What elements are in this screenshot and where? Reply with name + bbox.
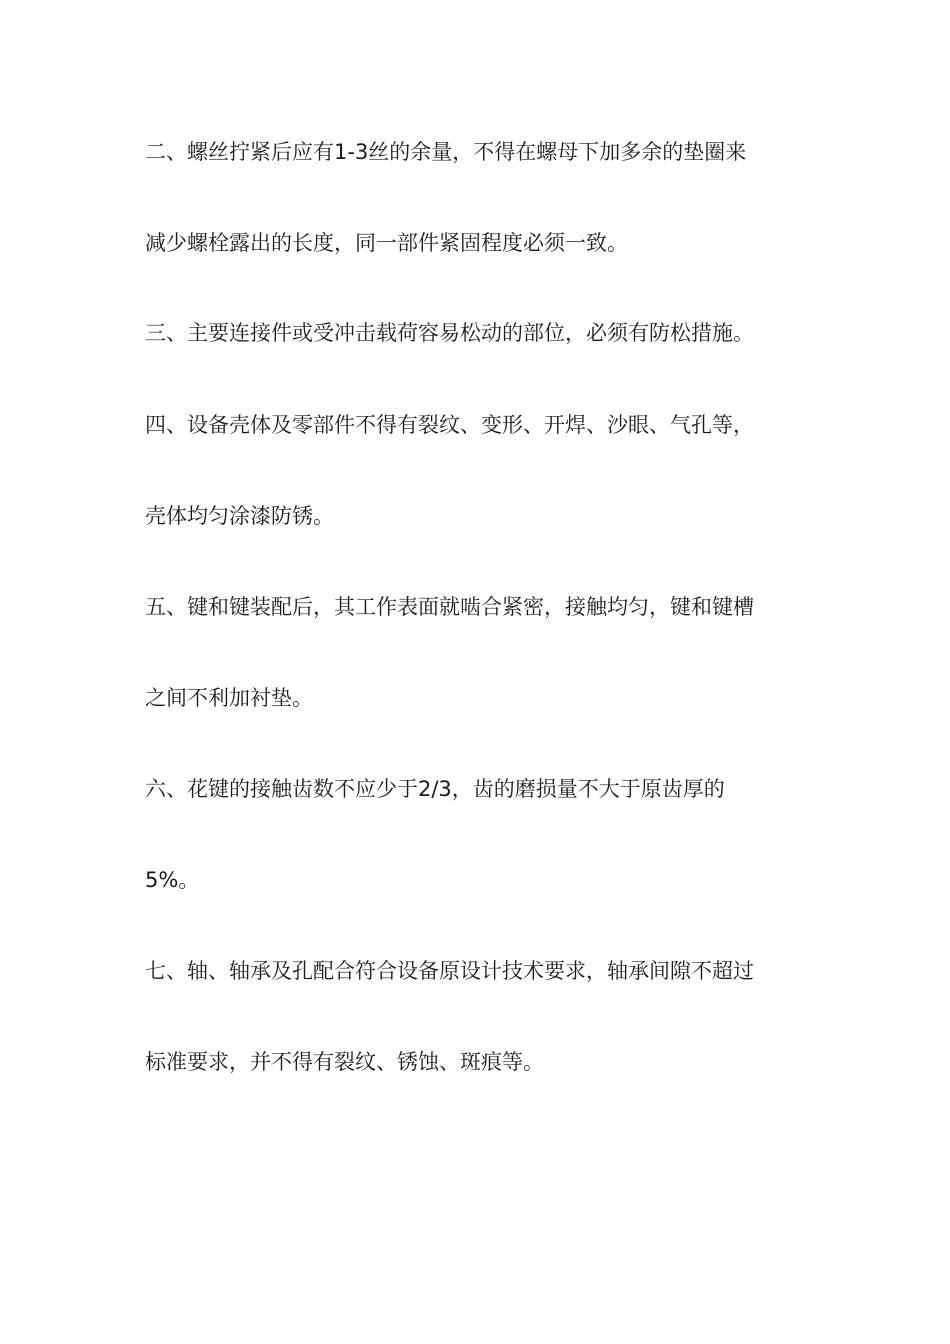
paragraph-7-line-1: 七、轴、轴承及孔配合符合设备原设计技术要求，轴承间隙不超过 [145, 959, 754, 983]
paragraph-3-line-1: 三、主要连接件或受冲击载荷容易松动的部位，必须有防松措施。 [145, 321, 754, 345]
paragraph-7-line-2: 标准要求，并不得有裂纹、锈蚀、斑痕等。 [145, 1050, 544, 1074]
paragraph-6-line-1: 六、花键的接触齿数不应少于2/3，齿的磨损量不大于原齿厚的 [145, 777, 725, 801]
paragraph-4-line-2: 壳体均匀涂漆防锈。 [145, 504, 334, 528]
paragraph-6-line-2: 5%。 [145, 868, 200, 892]
paragraph-2-line-2: 减少螺栓露出的长度，同一部件紧固程度必须一致。 [145, 231, 628, 255]
paragraph-4-line-1: 四、设备壳体及零部件不得有裂纹、变形、开焊、沙眼、气孔等， [145, 413, 754, 437]
paragraph-2-line-1: 二、螺丝拧紧后应有1-3丝的余量，不得在螺母下加多余的垫圈来 [145, 140, 747, 164]
paragraph-5-line-1: 五、键和键装配后，其工作表面就啮合紧密，接触均匀，键和键槽 [145, 595, 754, 619]
paragraph-5-line-2: 之间不利加衬垫。 [145, 686, 313, 710]
